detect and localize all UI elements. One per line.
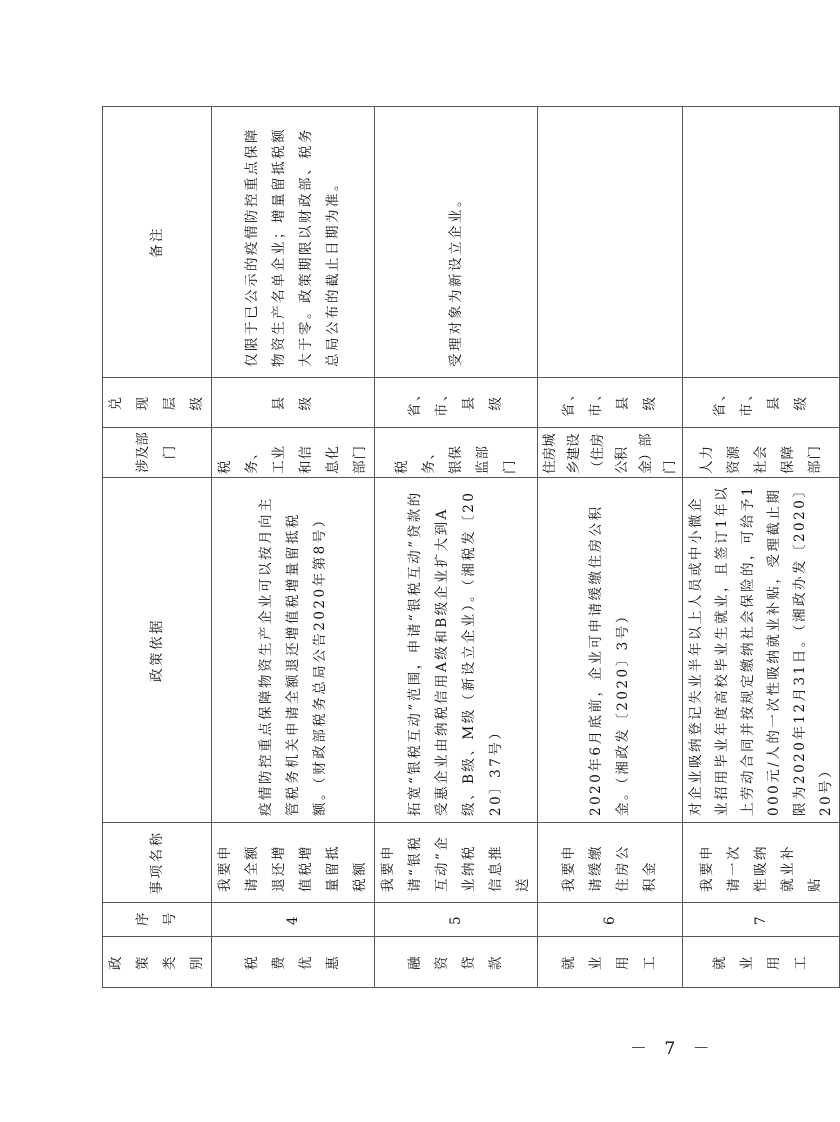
header-basis: 政策依据 xyxy=(103,478,212,823)
header-department: 涉及部门 xyxy=(103,428,212,478)
table-header-row xyxy=(103,107,212,988)
cell-remarks: 仅限于已公示的疫情防控重点保障物资生产名单企业；增量留抵税额大于零。政策期限以财政部、税务总局公布的截止日期为准。 xyxy=(212,107,375,378)
cell-basis: 疫情防控重点保障物资生产企业可以按月向主管税务机关申请全额退还增值税增量留抵税额。（财政部税务总局公告2020年第8号） xyxy=(212,478,375,823)
header-level: 兑现层级 xyxy=(103,378,212,428)
cell-remarks xyxy=(538,107,683,378)
cell-number: 5 xyxy=(375,903,538,937)
table-row xyxy=(375,107,538,988)
header-category: 政策类别 xyxy=(103,937,212,988)
cell-remarks xyxy=(683,107,840,378)
cell-department: 人力资源社会保障部门 xyxy=(683,428,840,478)
cell-number: 7 xyxy=(683,903,840,937)
cell-department: 住房城乡建设（住房公积金）部门 xyxy=(538,428,683,478)
cell-number: 6 xyxy=(538,903,683,937)
cell-item-name: 我要申请缓缴住房公积金 xyxy=(538,823,683,903)
cell-basis: 对企业吸纳登记失业半年以上人员或中小微企业招用毕业年度高校毕业生就业，且签订1年以上劳动合同并按规定缴纳社会保险的，可给予1000元/人的一次性吸纳就业补贴，受理截止期限为2020年12月31日。（湘政办发〔2020〕20号） xyxy=(683,478,840,823)
table-row xyxy=(538,107,683,988)
cell-level: 省、市、县级 xyxy=(683,378,840,428)
page-number: － 7 － xyxy=(630,1039,716,1059)
cell-level: 省、市、县级 xyxy=(375,378,538,428)
cell-item-name: 我要申请全额退还增值税增量留抵税额 xyxy=(212,823,375,903)
header-remarks: 备注 xyxy=(103,107,212,378)
cell-item-name: 我要申请“银税互动”企业纳税信息推送 xyxy=(375,823,538,903)
cell-department: 税务、银保监部门 xyxy=(375,428,538,478)
cell-category: 就业用工 xyxy=(683,937,840,988)
cell-category: 融资贷款 xyxy=(375,937,538,988)
cell-level: 省、市、县级 xyxy=(538,378,683,428)
rotated-table-container xyxy=(102,107,834,988)
header-number: 序号 xyxy=(103,903,212,937)
cell-level: 县级 xyxy=(212,378,375,428)
cell-basis: 2020年6月底前，企业可申请缓缴住房公积金。（湘政发〔2020〕3号） xyxy=(538,478,683,823)
cell-number: 4 xyxy=(212,903,375,937)
cell-category: 税费优惠 xyxy=(212,937,375,988)
cell-basis: 拓宽“银税互动”范围，申请“银税互动”贷款的受惠企业由纳税信用A级和B级企业扩大到A级、B级、M级（新设立企业）。（湘税发〔2020〕37号） xyxy=(375,478,538,823)
header-item-name: 事项名称 xyxy=(103,823,212,903)
cell-category: 就业用工 xyxy=(538,937,683,988)
cell-department: 税务、工业和信息化部门 xyxy=(212,428,375,478)
policy-table xyxy=(102,106,840,988)
cell-item-name: 我要申请一次性吸纳就业补贴 xyxy=(683,823,840,903)
table-row xyxy=(212,107,375,988)
table-row xyxy=(683,107,840,988)
cell-remarks: 受理对象为新设立企业。 xyxy=(375,107,538,378)
